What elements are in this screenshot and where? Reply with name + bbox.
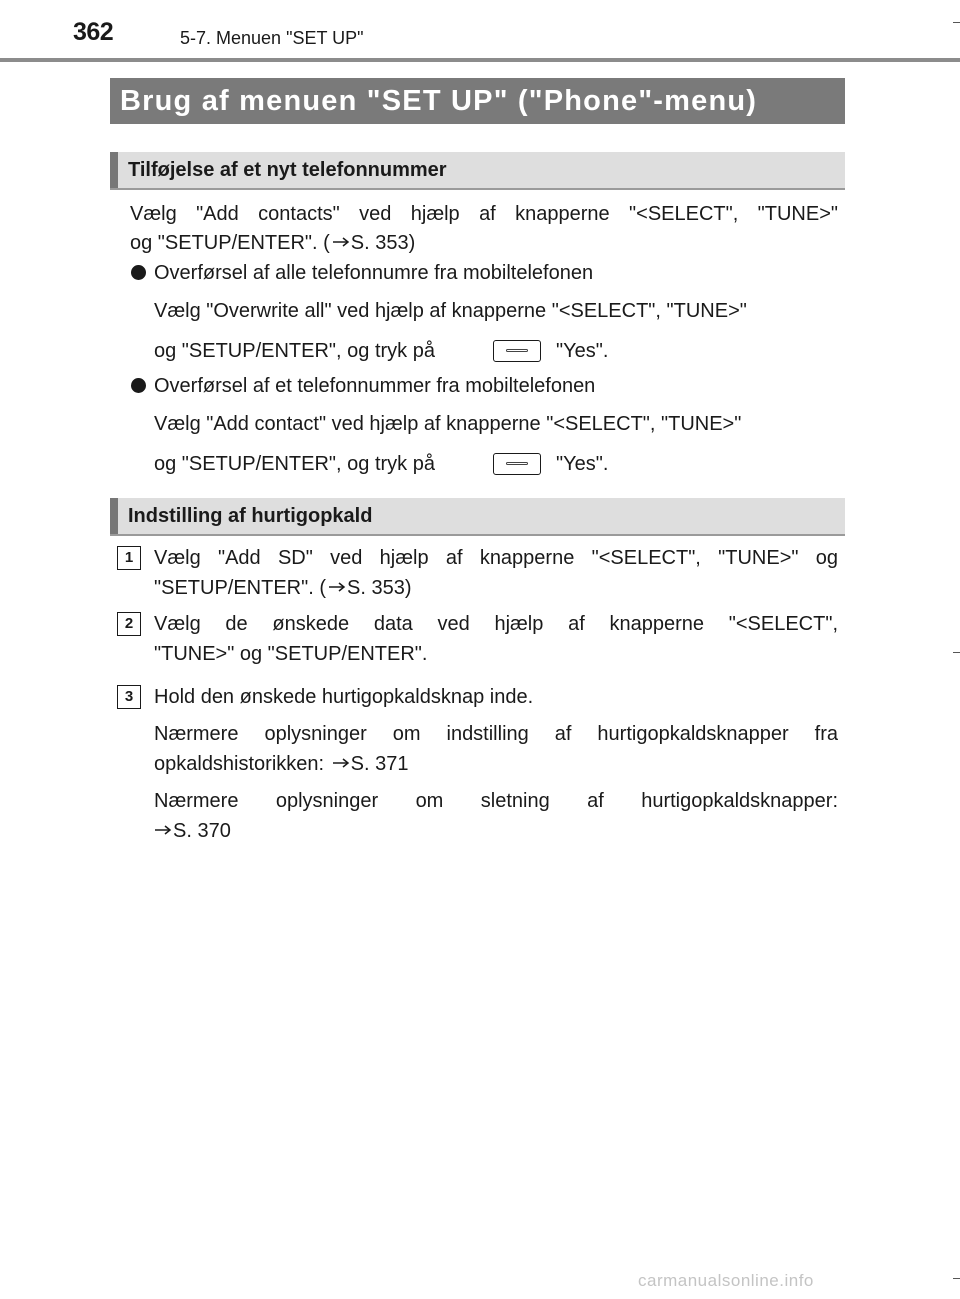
step-number-3: 3 [117,685,141,709]
step-1-line-1: Vælg "Add SD" ved hjælp af knapperne "<SELECT", "TUNE>" og [154,547,838,569]
yes-option: "Yes". [556,340,609,362]
right-arrow-icon [328,581,346,593]
bullet-title-one: Overførsel af et telefonnummer fra mobiltelefonen [154,375,596,397]
header-divider [0,58,960,62]
intro-line-1: Vælg "Add contacts" ved hjælp af knapperne "<SELECT", "TUNE>" [130,203,838,225]
crop-mark [953,1278,960,1279]
page-header [0,0,960,62]
page-title: Brug af menuen "SET UP" ("Phone"-menu) [120,85,758,117]
bullet-all-line-1: Vælg "Overwrite all" ved hjælp af knapperne "<SELECT", "TUNE>" [154,300,747,322]
section-heading-speed-dial [110,498,845,536]
intro-line-2-text: og "SETUP/ENTER". ( [130,232,330,254]
note-1-line-1: Nærmere oplysninger om indstilling af hurtigopkaldsknapper fra [154,723,838,745]
button-dash [506,462,528,465]
note-1-line-2-text: opkaldshistorikken: [154,753,325,775]
page-title-bar [110,78,845,124]
heading-accent [110,152,118,188]
note-1-line-2 [154,750,408,778]
page-reference[interactable]: S. 371 [350,753,409,775]
bullet-all-line-2: og "SETUP/ENTER", og tryk på [154,340,435,362]
crop-mark [953,652,960,653]
section-label: 5-7. Menuen "SET UP" [180,28,364,48]
right-arrow-icon [332,757,350,769]
right-arrow-icon [154,824,172,836]
step-3-line-1: Hold den ønskede hurtigopkaldsknap inde. [154,686,534,708]
footer-watermark[interactable]: carmanualsonline.info [638,1271,814,1290]
step-2-line-1: Vælg de ønskede data ved hjælp af knapperne "<SELECT", [154,613,838,635]
step-1-line-2-text: "SETUP/ENTER". ( [154,577,326,599]
intro-line-2 [130,229,415,257]
page-number: 362 [73,18,114,46]
section-heading-text: Indstilling af hurtigopkald [128,505,373,527]
step-number-1: 1 [117,546,141,570]
note-2-line-2 [154,817,231,845]
note-2-line-1: Nærmere oplysninger om sletning af hurtigopkaldsknapper: [154,790,838,812]
bullet-one-line-1: Vælg "Add contact" ved hjælp af knapperne "<SELECT", "TUNE>" [154,413,742,435]
heading-accent [110,498,118,534]
section-heading-text: Tilføjelse af et nyt telefonnummer [128,159,447,181]
bullet-icon [131,378,146,393]
bullet-one-line-2: og "SETUP/ENTER", og tryk på [154,453,435,475]
bullet-icon [131,265,146,280]
section-heading-new-number [110,152,845,190]
yes-option: "Yes". [556,453,609,475]
step-2-line-2: "TUNE>" og "SETUP/ENTER". [154,643,428,665]
page-reference[interactable]: S. 353) [347,577,412,599]
bullet-title-all: Overførsel af alle telefonnumre fra mobiltelefonen [154,262,594,284]
page-reference[interactable]: S. 370 [173,820,231,842]
enter-button-icon [493,340,541,362]
step-1-line-2 [154,574,411,602]
enter-button-icon [493,453,541,475]
step-number-2: 2 [117,612,141,636]
page-reference[interactable]: S. 353) [350,232,416,254]
right-arrow-icon [332,236,350,248]
crop-mark [953,22,960,23]
button-dash [506,349,528,352]
